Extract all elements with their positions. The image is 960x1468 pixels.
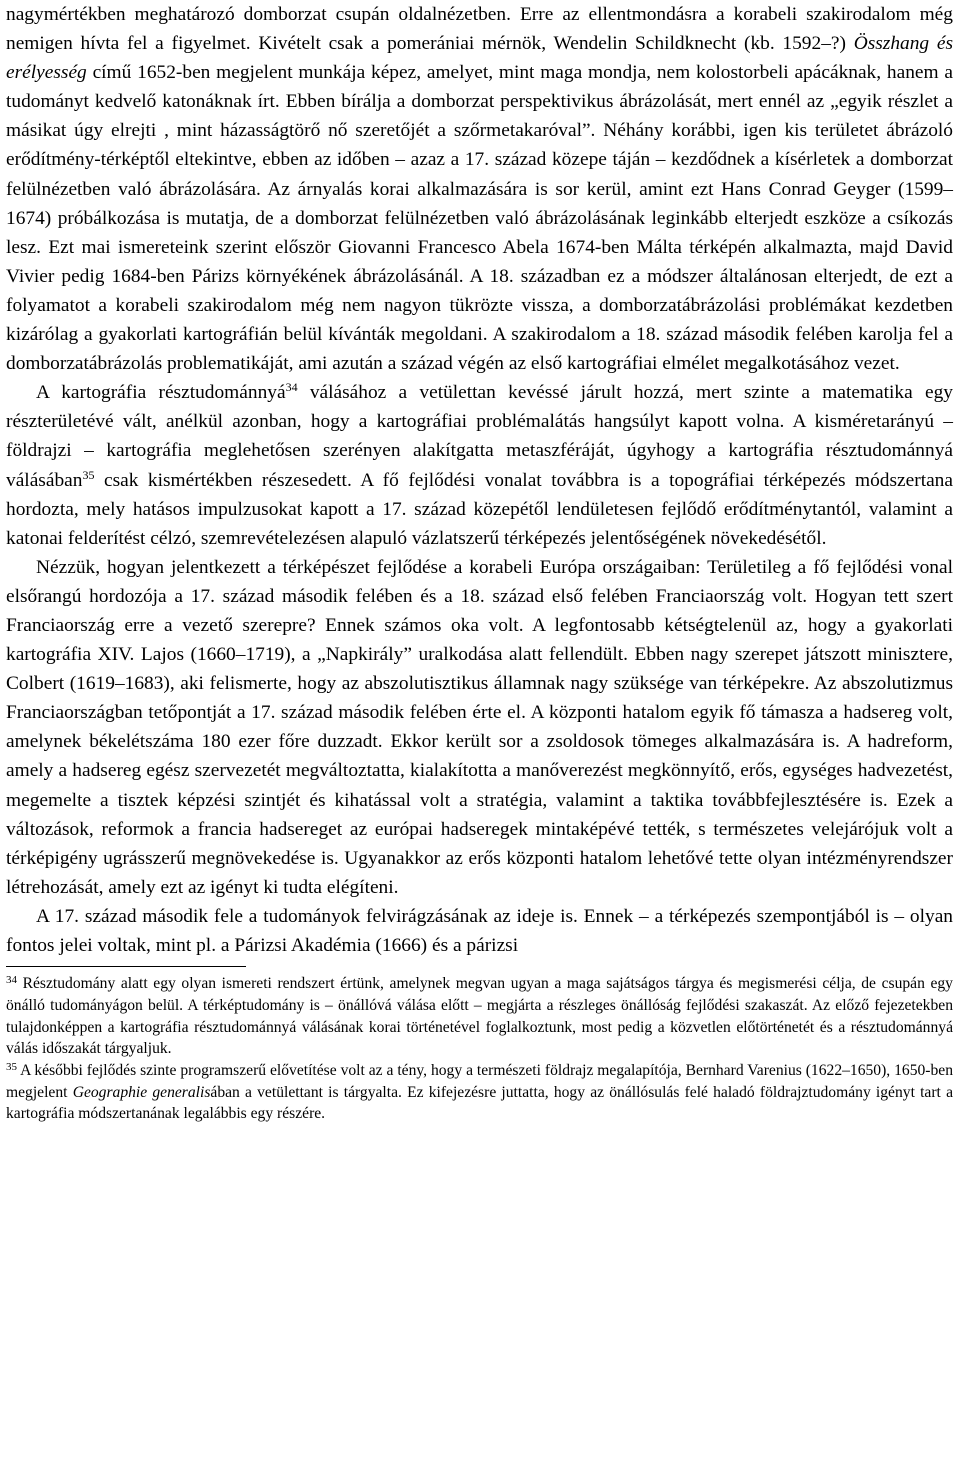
footnote-number-35: 35 [6,1060,17,1073]
footnote-35-text-b: ában a vetülettant is tárgyalta. Ez kifejezésre juttatta, hogy az önállósulás felé haladó földrajztudomány igényt tart a kartográfia módszertanának legalábbis egy részére. [6,1083,953,1123]
main-text [6,0,953,960]
paragraph-2 [6,378,953,553]
paragraph-4: A 17. század második fele a tudományok felvirágzásának az ideje is. Ennek – a térképezés szempontjából is – olyan fontos jelei voltak, mint pl. a Párizsi Akadémia (1666) és a párizsi [6,905,953,956]
footnote-35 [6,1060,953,1125]
paragraph-3: Nézzük, hogyan jelentkezett a térképészet fejlődése a korabeli Európa országaiban: Területileg a fő fejlődési vonal elsőrangú hordozója a 17. század második felében és a 18. század első felében Franciaország volt. Hogyan tett szert Franciaország erre a vezető szerepre? Ennek számos oka volt. A legfontosabb kétségtelenül az, hogy a gyakorlati kartográfia XIV. Lajos (1660–1719), a „Napkirály” uralkodása alatt fellendült. Ebben nagy szerepet játszott minisztere, Colbert (1619–1683), aki felismerte, hogy az abszolutisztikus államnak nagy szüksége van térképekre. Az abszolutizmus Franciaországban tetőpontját a 17. század második felében érte el. A központi hatalom egyik fő támasza a hadsereg volt, amelynek békelétszáma 180 ezer főre duzzadt. Ekkor került sor a zsoldosok tömeges alkalmazására is. A hadreform, amely a hadsereg egész szervezetét megváltoztatta, kialakította a manőverezést megkönnyítő, erős, egységes hadvezetést, megemelte a tisztek képzési szintjét és kihatással volt a stratégia, valamint a taktika továbbfejlesztésére is. Ezek a változások, reformok a francia hadsereget az európai hadseregek mintaképévé tették, s természetes velejárójuk volt a térképigény ugrásszerű megnövekedése is. Ugyanakkor az erős központi hatalom lehetővé tette olyan intézményrendszer létrehozását, amely ezt az igényt ki tudta elégíteni. [6,556,953,898]
footnote-35-text-a: A későbbi fejlődés szinte programszerű elővetítése volt az a tény, hogy a természeti földrajz megalapítója, Bernhard Varenius (1622–1650), 1650-ben megjelent [6,1061,953,1101]
footnote-34 [6,973,953,1060]
footnotes [6,973,953,1125]
footnote-35-italic-title: Geographie generalis [72,1083,211,1101]
footnote-number-34: 34 [6,974,17,987]
paragraph-2-text-b: válásához a vetülettan kevéssé járult hozzá, mert szinte a matematika egy részterületévé vált, anélkül azonban, hogy a kartográfiai problémalátás hangsúlyt kapott volna. A kisméretarányú – földrajzi – kartográfia meglehetősen szerényen alakítgatta metaszféráját, úgyhogy a kartográfia résztudománnyá válásában [6,382,953,491]
paragraph-2-text-a: A kartográfia résztudománnyá [36,382,286,404]
paragraph-1 [6,0,953,378]
footnote-separator [6,966,246,967]
book-title-italic: Összhang és erélyesség [6,33,953,84]
footnote-34-text: Résztudomány alatt egy olyan ismereti rendszert értünk, amelynek megvan ugyan a maga sajátságos tárgya és megismerési célja, de csupán egy önálló tudományágon belül. A térképtudomány is – önállóvá válása előtt – megjárta a részleges önállóság fejlődési szakaszát. Az előző fejezetekben tulajdonképpen a kartográfia résztudománnyá válásának korai történetével foglalkoztunk, most pedig a közvetlen előtörténetét és a résztudománnyá válás időszakát tárgyaljuk. [6,975,953,1058]
footnote-ref-35[interactable]: 35 [82,467,95,482]
paragraph-1-text-b: című 1652-ben megjelent munkája képez, amelyet, mint maga mondja, nem kolostorbeli apácáknak, hanem a tudományt kedvelő katonáknak írt. Ebben bírálja a domborzat perspektivikus ábrázolását, mert ennél az „egyik részlet a másikat úgy elrejti , mint házasságtörő nő szeretőjét a szőrmetakaróval”. Néhány korábbi, igen kis területet ábrázoló erődítmény-térképtől eltekintve, ebben az időben – azaz a 17. század közepe táján – kezdődnek a kísérletek a domborzat felülnézetben való ábrázolására. Az árnyalás korai alkalmazására is sor kerül, amint ezt Hans Conrad Geyger (1599–1674) próbálkozása is mutatja, de a domborzat felülnézetben való ábrázolásának leginkább elterjedt eszköze a csíkozás lesz. Ezt mai ismereteink szerint először Giovanni Francesco Abela 1674-ben Málta térképén alkalmazta, majd David Vivier pedig 1684-ben Párizs környékének ábrázolásánál. A 18. században ez a módszer általánosan elterjedt, de ezt a folyamatot a korabeli szakirodalom még nem nagyon tükrözte vissza, a domborzatábrázolási problémákat kezdetben kizárólag a gyakorlati kartográfián belül kívánták megoldani. A szakirodalom a 18. század második felében karolja fel a domborzatábrázolás problematikáját, ami azután a század végén az első kartográfiai elmélet megalkotásához vezet. [6,62,953,375]
paragraph-1-text-a: nagymértékben meghatározó domborzat csupán oldalnézetben. Erre az ellentmondásra a korabeli szakirodalom még nemigen hívta fel a figyelmet. Kivételt csak a pomerániai mérnök, Wendelin Schildknecht (kb. 1592–?) [6,4,953,55]
paragraph-2-text-c: csak kismértékben részesedett. A fő fejlődési vonalat továbbra is a topográfiai térképezés módszertana hordozta, mely hatásos impulzusokat kapott a 17. század közepétől lendületesen fejlődő erődítménytantól, valamint a katonai felderítést célzó, szemrevételezésen alapuló vázlatszerű térképezés jelentőségének növekedésétől. [6,469,953,549]
footnote-ref-34[interactable]: 34 [285,380,298,395]
